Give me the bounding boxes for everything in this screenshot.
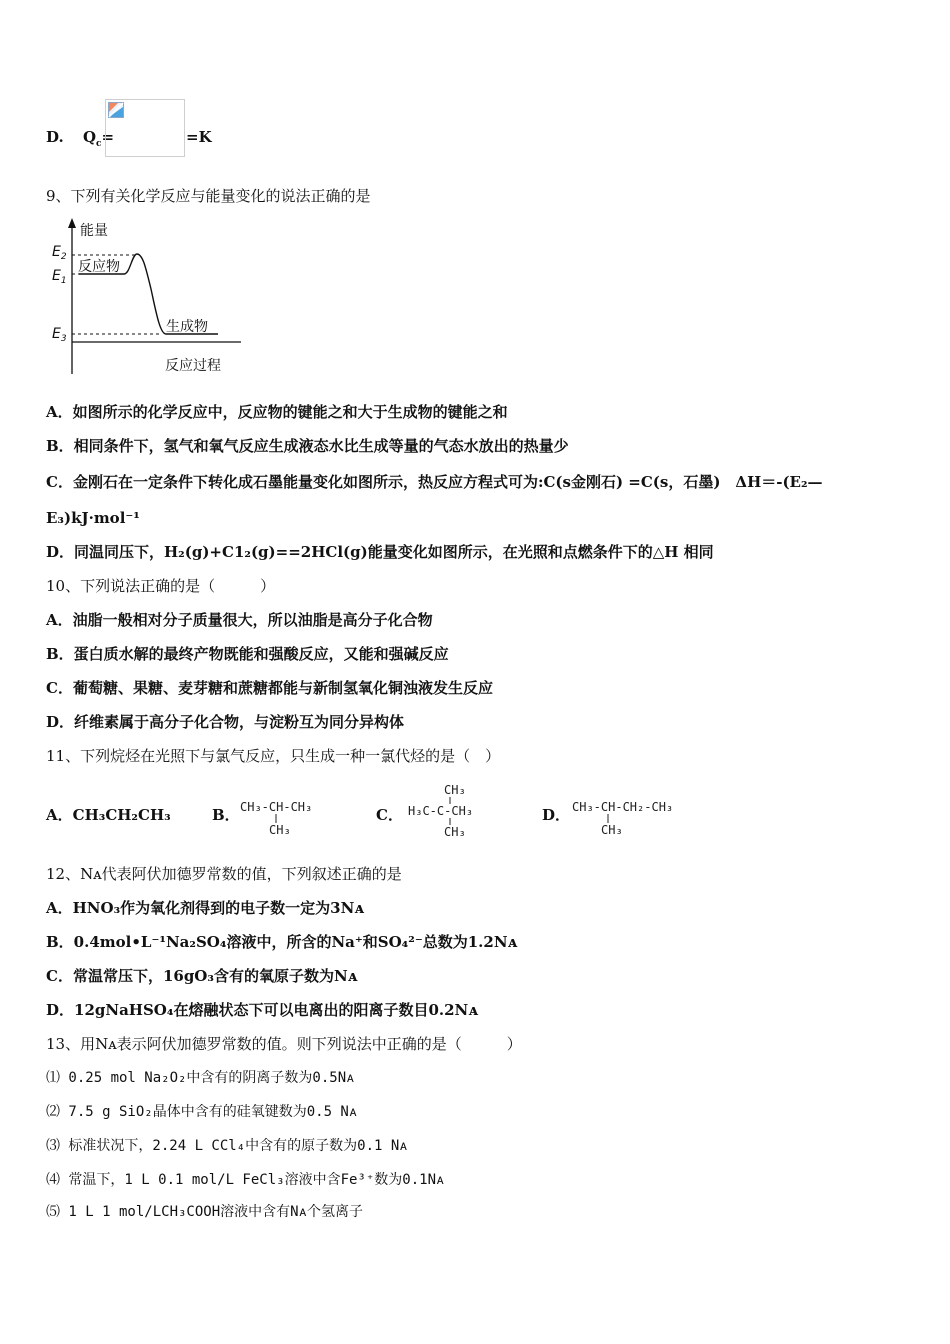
q13-stem: 13、用Nᴀ表示阿伏加德罗常数的值。则下列说法中正确的是（ ） <box>46 1035 522 1053</box>
q12-stem: 12、Nᴀ代表阿伏加德罗常数的值，下列叙述正确的是 <box>46 865 402 883</box>
svg-text:CH₃: CH₃ <box>269 823 291 837</box>
broken-image-placeholder <box>105 99 185 157</box>
q13-item-3: ⑶ 标准状况下，2.24 L CCl₄中含有的原子数为0.1 Nᴀ <box>46 1138 408 1154</box>
q12-option-a: A．HNO₃作为氧化剂得到的电子数一定为3Nᴀ <box>46 899 364 917</box>
q10-option-a: A．油脂一般相对分子质量很大，所以油脂是高分子化合物 <box>46 611 433 629</box>
q11-option-d-structure <box>572 796 712 838</box>
q11-stem: 11、下列烷烃在光照下与氯气反应，只生成一种一氯代烃的是（ ） <box>46 747 501 765</box>
svg-text:CH₃: CH₃ <box>444 783 466 797</box>
q8-option-d-rhs: =K <box>186 128 212 146</box>
q13-item-4: ⑷ 常温下，1 L 0.1 mol/L FeCl₃溶液中含Fe³⁺数为0.1Nᴀ <box>46 1172 445 1188</box>
svg-text:CH₃: CH₃ <box>444 825 466 839</box>
q12-option-c: C．常温常压下，16gO₃含有的氧原子数为Nᴀ <box>46 967 358 985</box>
q8-option-d <box>46 127 114 154</box>
energy-diagram <box>46 214 246 380</box>
q10-stem: 10、下列说法正确的是（ ） <box>46 577 276 595</box>
q11-option-b-structure <box>240 796 340 838</box>
y-axis-arrow-icon <box>68 218 76 228</box>
q8-option-d-label: D. <box>46 128 64 146</box>
q11-option-c-label: C． <box>376 806 403 824</box>
level-e1-label: $E_1$ <box>52 268 67 286</box>
q9-option-a: A．如图所示的化学反应中，反应物的键能之和大于生成物的键能之和 <box>46 403 508 421</box>
q13-item-1: ⑴ 0.25 mol Na₂O₂中含有的阴离子数为0.5Nᴀ <box>46 1070 355 1086</box>
broken-image-icon <box>108 102 124 118</box>
svg-text:H₃C-C-CH₃: H₃C-C-CH₃ <box>408 804 474 818</box>
q11-option-b-label: B． <box>212 806 240 824</box>
q10-option-d: D．纤维素属于高分子化合物，与淀粉互为同分异构体 <box>46 713 405 731</box>
q11-option-a-label: A． <box>46 806 73 824</box>
level-e2-label: $E_2$ <box>52 244 67 262</box>
q12-option-d: D．12gNaHSO₄在熔融状态下可以电离出的阳离子数目0.2Nᴀ <box>46 1001 478 1019</box>
q9-option-d: D．同温同压下，H₂(g)+C1₂(g)==2HCl(g)能量变化如图所示，在光照和点燃条件下的△H 相同 <box>46 543 714 561</box>
q10-option-c: C．葡萄糖、果糖、麦芽糖和蔗糖都能与新制氢氧化铜浊液发生反应 <box>46 679 493 697</box>
q11-option-c-structure <box>408 780 508 840</box>
q9-option-c-line1: C．金刚石在一定条件下转化成石墨能量变化如图所示，热反应方程式可为:C(s金刚石) =C(s，石墨) ΔH＝-(E₂— <box>46 473 823 491</box>
q10-option-b: B．蛋白质水解的最终产物既能和强酸反应，又能和强碱反应 <box>46 645 449 663</box>
svg-text:CH₃-CH-CH₃: CH₃-CH-CH₃ <box>240 800 313 814</box>
q9-option-c-line2: E₃)kJ·mol⁻¹ <box>46 509 140 527</box>
reactant-label: 反应物 <box>78 259 120 275</box>
q13-item-2: ⑵ 7.5 g SiO₂晶体中含有的硅氧键数为0.5 Nᴀ <box>46 1104 358 1120</box>
q11-option-a <box>46 800 171 830</box>
q13-item-5: ⑸ 1 L 1 mol/LCH₃COOH溶液中含有Nᴀ个氢离子 <box>46 1204 363 1220</box>
q9-stem: 9、下列有关化学反应与能量变化的说法正确的是 <box>46 187 371 205</box>
q11-option-a-formula: CH₃CH₂CH₃ <box>72 806 171 824</box>
svg-text:CH₃-CH-CH₂-CH₃: CH₃-CH-CH₂-CH₃ <box>572 800 674 814</box>
product-label: 生成物 <box>166 319 208 335</box>
q11-option-d-label: D． <box>542 806 571 824</box>
level-e3-label: $E_3$ <box>52 326 67 344</box>
y-axis-label: 能量 <box>80 223 108 239</box>
x-axis-label: 反应过程 <box>165 358 221 374</box>
q8-option-d-lhs: $Q_c=$ <box>82 128 115 149</box>
q12-option-b: B．0.4mol•L⁻¹Na₂SO₄溶液中，所含的Na⁺和SO₄²⁻总数为1.2Nᴀ <box>46 933 518 951</box>
q9-option-b: B．相同条件下，氢气和氧气反应生成液态水比生成等量的气态水放出的热量少 <box>46 437 569 455</box>
svg-text:CH₃: CH₃ <box>601 823 623 837</box>
